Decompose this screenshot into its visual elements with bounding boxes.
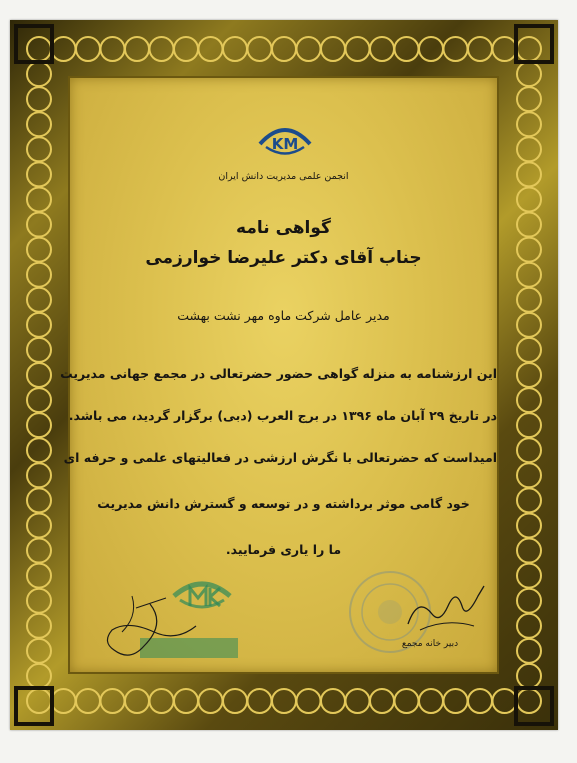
chain-ring — [199, 689, 223, 713]
body-line-4: خود گامی موثر برداشته و در توسعه و گسترش دانش مدیریت — [97, 496, 470, 511]
chain-ring — [27, 664, 51, 688]
chain-ring — [27, 463, 51, 487]
chain-ring — [468, 37, 492, 61]
chain-ring — [27, 87, 51, 111]
chain-ring — [150, 689, 174, 713]
chain-ring — [517, 263, 541, 287]
chain-ring — [52, 689, 76, 713]
chain-ring — [346, 689, 370, 713]
chain-ring — [27, 689, 51, 713]
chain-ring — [517, 689, 541, 713]
chain-ring — [27, 363, 51, 387]
signature-label: دبیر خانه مجمع — [401, 639, 459, 649]
chain-ring — [517, 614, 541, 638]
organization-stamp-icon — [92, 568, 242, 668]
chain-ring — [444, 689, 468, 713]
recipient-name: جناب آقای دکتر علیرضا خوارزمی — [145, 248, 422, 268]
chain-ring — [346, 37, 370, 61]
chain-ring — [395, 37, 419, 61]
recipient-position: مدیر عامل شرکت ماوه مهر نشت بهشت — [177, 308, 390, 323]
chain-ring — [27, 238, 51, 262]
chain-ring — [517, 37, 541, 61]
chain-ring — [27, 513, 51, 537]
chain-ring — [395, 689, 419, 713]
body-line-3: امیداست که حضرتعالی با نگرش ارزشی در فعالیتهای علمی و حرفه ای — [63, 450, 497, 465]
chain-ring — [517, 87, 541, 111]
chain-ring — [27, 413, 51, 437]
chain-ring — [517, 413, 541, 437]
logo-text: KM — [271, 135, 299, 153]
corner-square — [516, 688, 552, 724]
chain-ring — [27, 313, 51, 337]
chain-ring — [27, 62, 51, 86]
chain-ring — [370, 689, 394, 713]
body-line-2: در تاریخ ۲۹ آبان ماه ۱۳۹۶ در برج العرب (دبی) برگزار گردید، می باشد. — [68, 408, 497, 423]
chain-ring — [419, 37, 443, 61]
chain-ring — [517, 463, 541, 487]
chain-ring — [493, 689, 517, 713]
chain-ring — [27, 137, 51, 161]
chain-ring — [517, 438, 541, 462]
chain-ring — [174, 37, 198, 61]
chain-ring — [27, 37, 51, 61]
chain-ring — [272, 689, 296, 713]
chain-ring — [27, 388, 51, 412]
chain-ring — [517, 539, 541, 563]
body-line-5: ما را یاری فرمایید. — [225, 542, 342, 557]
chain-ring — [101, 689, 125, 713]
chain-ring — [150, 37, 174, 61]
chain-ring — [27, 213, 51, 237]
chain-ring — [517, 62, 541, 86]
chain-ring — [27, 263, 51, 287]
certificate-title: گواهی نامه — [236, 218, 331, 238]
chain-ring — [419, 689, 443, 713]
chain-ring — [27, 438, 51, 462]
chain-ring — [27, 589, 51, 613]
chain-ring — [199, 37, 223, 61]
chain-ring — [125, 689, 149, 713]
chain-ring — [321, 37, 345, 61]
chain-ring — [248, 37, 272, 61]
chain-ring — [517, 338, 541, 362]
chain-ring — [76, 689, 100, 713]
chain-ring — [76, 37, 100, 61]
chain-ring — [125, 37, 149, 61]
chain-ring — [27, 539, 51, 563]
chain-ring — [27, 187, 51, 211]
chain-ring — [444, 37, 468, 61]
chain-ring — [101, 37, 125, 61]
chain-ring — [517, 589, 541, 613]
chain-ring — [517, 162, 541, 186]
corner-square — [16, 688, 52, 724]
chain-ring — [517, 288, 541, 312]
chain-ring — [248, 689, 272, 713]
chain-ring — [27, 488, 51, 512]
chain-ring — [517, 313, 541, 337]
chain-ring — [27, 112, 51, 136]
chain-ring — [517, 664, 541, 688]
corner-square — [516, 26, 552, 62]
chain-ring — [517, 388, 541, 412]
chain-ring — [27, 162, 51, 186]
chain-ring — [517, 112, 541, 136]
chain-ring — [27, 338, 51, 362]
certificate-frame — [10, 20, 558, 730]
chain-ring — [370, 37, 394, 61]
chain-ring — [517, 137, 541, 161]
chain-ring — [517, 187, 541, 211]
corner-square — [16, 26, 52, 62]
chain-ring — [27, 614, 51, 638]
signature-icon — [400, 576, 490, 636]
chain-ring — [27, 288, 51, 312]
chain-ring — [517, 513, 541, 537]
body-line-1: این ارزشنامه به منزله گواهی حضور حضرتعالی در مجمع جهانی مدیریت — [60, 366, 497, 381]
chain-ring — [297, 689, 321, 713]
certificate-panel — [60, 78, 497, 672]
chain-ring — [468, 689, 492, 713]
organization-name: انجمن علمی مدیریت دانش ایران — [218, 171, 349, 182]
chain-ring — [223, 37, 247, 61]
chain-ring — [52, 37, 76, 61]
chain-ring — [321, 689, 345, 713]
chain-ring — [297, 37, 321, 61]
chain-ring — [517, 639, 541, 663]
chain-ring — [272, 37, 296, 61]
chain-ring — [493, 37, 517, 61]
chain-ring — [517, 488, 541, 512]
chain-ring — [27, 639, 51, 663]
km-logo-icon — [250, 114, 320, 168]
chain-ring — [517, 564, 541, 588]
chain-ring — [517, 213, 541, 237]
chain-ring — [517, 238, 541, 262]
chain-ring — [27, 564, 51, 588]
chain-ring — [223, 689, 247, 713]
chain-ring — [174, 689, 198, 713]
chain-ring — [517, 363, 541, 387]
